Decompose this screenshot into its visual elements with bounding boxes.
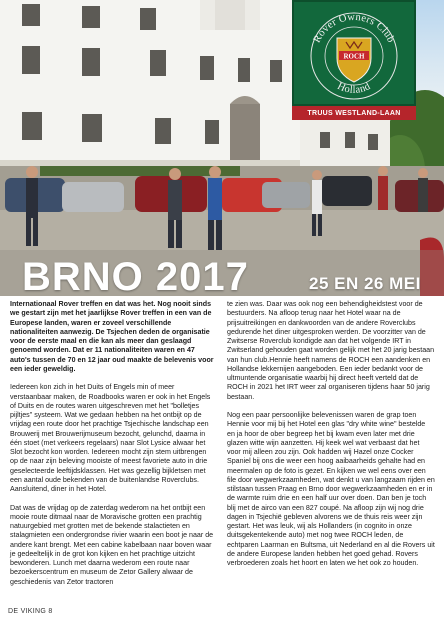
logo-arc-bottom-text: Holland bbox=[335, 80, 373, 96]
body-paragraph: Dat was de vrijdag op de zaterdag wederom na het ontbijt een mooie route ditmaal naar de Moravische grotten een prachtig natuurgebied met grotten met de bekende stalactieten en stalagmieten een ondergrondse rivier waarin een boot je naar de andere kant brengt. Met een cabine kabelbaan naar boven waar je gedeeltelijk in de grot kon kijken en het prachtige uitzicht bewonderen. Lunch met daarna wederom een route naar bezoekerscentrum en museum de Zetor Gallery alwaar de geschiedenis van Zetor tractoren bbox=[10, 503, 214, 586]
body-paragraph: Nog een paar persoonlijke belevenissen waren de grap toen Hennie voor mij bij het Hotel een glas "dry white wine" bestelde en ja hoor de ober begreep het bij kwam even later met drie glazen witte wijn aanzetten. Hij keek wel wat verbaast dat het voor mij alleen zou zijn. Ook hadden wij Hazel onze Cocker Spaniel bij ons die weer een hoog aaibaarheids gehalte had en meermalen op de foto is gezet. En kijken we wel eens over een file door wegwerkzaamheden, wat denkt u van langzaam rijden en stilstaan tussen Praag en Brno door wegwerkzaamheden en er in de warmte ruim drie en een half uur over doen. Dan ben je toch blij met de airco van een 827 coupé. Na afloop zijn wij nog drie dagen in Tsjechië gebleven alvorens we de thuis reis weer zijn gestart. Het was leuk, wij als Hollanders (in cognito in onze duitsgekentekende auto) met nog twee ROCH leden, de echtparen Laarman en Bultsma, uit Nederland en al die Rovers uit de andere Europese landen hebben het goed gehad. Rovers verbroederen zoals het hoort en laten we het ook zo houden. bbox=[227, 411, 435, 567]
article-headline: BRNO 2017 bbox=[22, 255, 249, 299]
body-paragraph: Iedereen kon zich in het Duits of Engels min of meer verstaanbaar maken, de Roadbooks waren er ook in het Engels of Duits en de routes waren uitgeschreven met het "bolletjes pijltjes" systeem. Wat we gedaan hebben na het ontbijt op de vrijdag een route door het prachtige Tsjechische landschap een Brouwerij met Brouwerijmuseum bezocht, gelunchd, daarna in één stoet (met verkeers regelaars) naar Slot Lysice alwaar het Slot bezocht kon worden. Iedereen mocht zijn stem uitbrengen op de naar zijn beleving mooiste of meest favoriete auto in drie geselecteerde leeftijdsklassen. Het was gezellig bijkletsen met een aantal oude bekenden van de buitenlandse Roverclubs. Aansluitend, diner in het Hotel. bbox=[10, 383, 211, 493]
right-text-column bbox=[227, 300, 435, 578]
body-paragraph: te zien was. Daar was ook nog een behendigheidstest voor de bestuurders. Na afloop terug naar het Hotel waar na de prijsuitreikingen en dankwoorden van de andere Roverclubs gedurende het diner uitgesproken werden. De voorzitter van de Zwitserse Roverclub kondigde aan dat het volgende IRT in Zwitserland gehouden gaat worden gelijk met het 20 jarig bestaan van hun club.Hennie heeft namens de ROCH een aandenken en Hollandse lekkernijen aangeboden. Een ieder bedankt voor de ultmuntende organisatie waarbij hij direct heeft verteld dat de ROCH in 2021 het IRT weer zal organiseren tijdens haar 50 jarig bestaan. bbox=[227, 300, 435, 401]
logo-arc-top-text: Rover Owners Club bbox=[311, 11, 397, 45]
left-text-column bbox=[10, 300, 214, 596]
page-footer: DE VIKING 8 bbox=[8, 608, 53, 615]
logo-badge-text: ROCH bbox=[343, 52, 365, 61]
svg-text:Holland bbox=[336, 81, 373, 96]
rover-owners-club-logo bbox=[292, 0, 416, 106]
author-band: TRUUS WESTLAND-LAAN bbox=[292, 106, 416, 120]
event-date: 25 EN 26 MEI bbox=[309, 274, 421, 293]
lead-paragraph: Internationaal Rover treffen en dat was het. Nog nooit sinds we gestart zijn met het jaarlijkse Rover treffen in een van de Europese landen, waren er zoveel verschillende nationaliteiten aanwezig. De Tsjechen deden de organisatie voor de eerste maal en die kan als meer dan geslaagd genoemd worden. Dat er 11 nationaliteiten waren en 47 auto's tussen de 70 en 12 jaar oud maakte de belevenis voor een ieder geweldig. bbox=[10, 300, 214, 373]
